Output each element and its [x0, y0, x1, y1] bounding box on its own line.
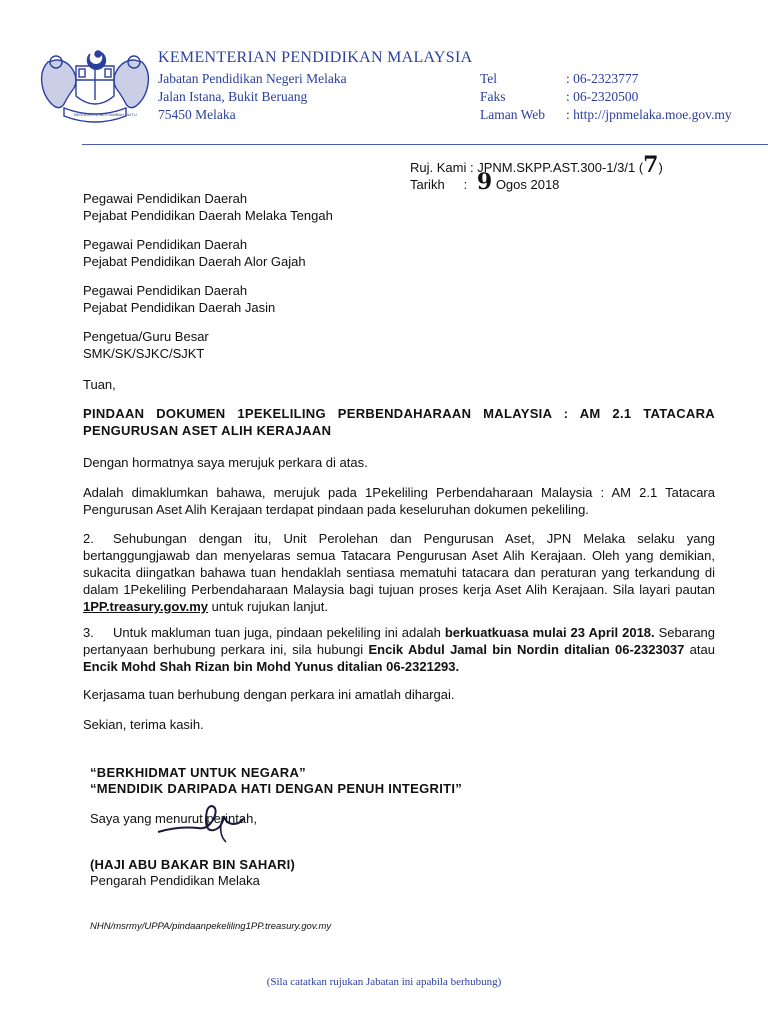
recipient-office: Pejabat Pendidikan Daerah Melaka Tengah [83, 208, 333, 223]
crest-motto: BERSEKUTU BERTAMBAH MUTU [74, 112, 137, 117]
motto-2: “MENDIDIK DARIPADA HATI DENGAN PENUH INTEGRITI” [90, 781, 463, 796]
address-line-1: Jabatan Pendidikan Negeri Melaka [158, 71, 347, 86]
treasury-link[interactable]: 1PP.treasury.gov.my [83, 599, 209, 614]
recipient-office: Pejabat Pendidikan Daerah Alor Gajah [83, 254, 306, 269]
paragraph-number: 3. [83, 625, 94, 640]
paragraph-3 [83, 624, 715, 675]
ref-value: : JPNM.SKPP.AST.300-1/3/1 ( [469, 160, 644, 175]
signer-name: (HAJI ABU BAKAR BIN SAHARI) [90, 857, 295, 872]
ministry-name: KEMENTERIAN PENDIDIKAN MALAYSIA [158, 49, 473, 66]
paragraph-3-text-1: Untuk makluman tuan juga, pindaan pekeliling ini adalah [113, 625, 445, 640]
paragraph-2 [83, 530, 715, 615]
ref-label: Ruj. Kami [410, 160, 467, 175]
recipient-office: Pejabat Pendidikan Daerah Jasin [83, 300, 276, 315]
fax-label: Faks [480, 89, 506, 104]
closing-line: Sekian, terima kasih. [83, 717, 204, 732]
recipient-2 [83, 236, 306, 270]
recipient-title: Pegawai Pendidikan Daerah [83, 237, 248, 252]
file-reference: NHN/msrmy/UPPA/pindaanpekeliling1PP.treasury.gov.my [90, 921, 332, 932]
intro-paragraph: Dengan hormatnya saya merujuk perkara di atas. [83, 455, 368, 470]
recipient-office: SMK/SK/SJKC/SJKT [83, 346, 205, 361]
date-month-year: Ogos 2018 [495, 177, 560, 192]
salutation: Tuan, [83, 377, 116, 392]
paragraph-3-text-3: atau [684, 642, 715, 657]
web-label: Laman Web [480, 107, 546, 122]
paragraph-2-tail: untuk rujukan lanjut. [208, 599, 328, 614]
contact-person-2: Encik Mohd Shah Rizan bin Mohd Yunus ditalian 06-2321293. [83, 659, 460, 674]
tel-label: Tel [480, 71, 498, 86]
paragraph-4: Kerjasama tuan berhubung dengan perkara ini amatlah dihargai. [83, 687, 455, 702]
paragraph-3-text-2: Sebarang pertanyaan berhubung perkara ini, sila hubungi [83, 625, 716, 657]
fax-value: : 06-2320500 [566, 89, 639, 104]
address-line-3: 75450 Melaka [158, 107, 236, 122]
date-label: Tarikh [410, 177, 445, 192]
footer-note: (Sila catatkan rujukan Jabatan ini apabila berhubung) [266, 976, 502, 988]
web-value[interactable]: : http://jpnmelaka.moe.gov.my [566, 107, 732, 122]
header-divider [82, 144, 768, 145]
recipient-1 [83, 190, 333, 224]
recipient-title: Pengetua/Guru Besar [83, 329, 209, 344]
paragraph-number: 2. [83, 531, 94, 546]
date-line [410, 169, 560, 195]
signer-title: Pengarah Pendidikan Melaka [90, 873, 260, 888]
ref-handwritten-number: 7 [643, 152, 659, 178]
motto-1: “BERKHIDMAT UNTUK NEGARA” [90, 765, 306, 780]
paragraph-1: Adalah dimaklumkan bahawa, merujuk pada 1Pekeliling Perbendaharaan Malaysia : AM 2.1 Tatacara Pengurusan Aset Alih Kerajaan terdapat pindaan pada keseluruhan dokumen pekeliling. [83, 485, 715, 517]
contact-person-1: Encik Abdul Jamal bin Nordin ditalian 06-2323037 [368, 642, 685, 657]
subject-heading: PINDAAN DOKUMEN 1PEKELILING PERBENDAHARAAN MALAYSIA : AM 2.1 TATACARA PENGURUSAN ASET ALIH KERAJAAN [83, 406, 715, 438]
signoff-line: Saya yang menurut perintah, [90, 811, 257, 826]
recipient-title: Pegawai Pendidikan Daerah [83, 283, 248, 298]
address-line-2: Jalan Istana, Bukit Beruang [158, 89, 308, 104]
tel-value: : 06-2323777 [566, 71, 639, 86]
effective-date: berkuatkuasa mulai 23 April 2018. [444, 625, 655, 640]
recipient-title: Pegawai Pendidikan Daerah [83, 191, 248, 206]
paragraph-2-text: Sehubungan dengan itu, Unit Perolehan dan Pengurusan Aset, JPN Melaka selaku yang bertanggungjawab dan menyelaras semua Tatacara Pengurusan Aset Alih Kerajaan. Oleh yang demikian, sukacita diingatkan bahawa tuan hendaklah sentiasa mematuhi tatacara dan peraturan yang terkandung di dalam 1Pekeliling Perbendaharaan Malaysia bagi tujuan proses kerja Aset Alih Kerajaan. Sila layari pautan [83, 531, 715, 597]
date-colon: : [463, 177, 468, 192]
recipient-3 [83, 282, 275, 316]
ref-close: ) [658, 160, 663, 175]
signature-image [150, 800, 270, 850]
coat-of-arms [34, 42, 156, 130]
recipient-4 [83, 328, 209, 362]
date-handwritten-day: 9 [476, 169, 493, 195]
